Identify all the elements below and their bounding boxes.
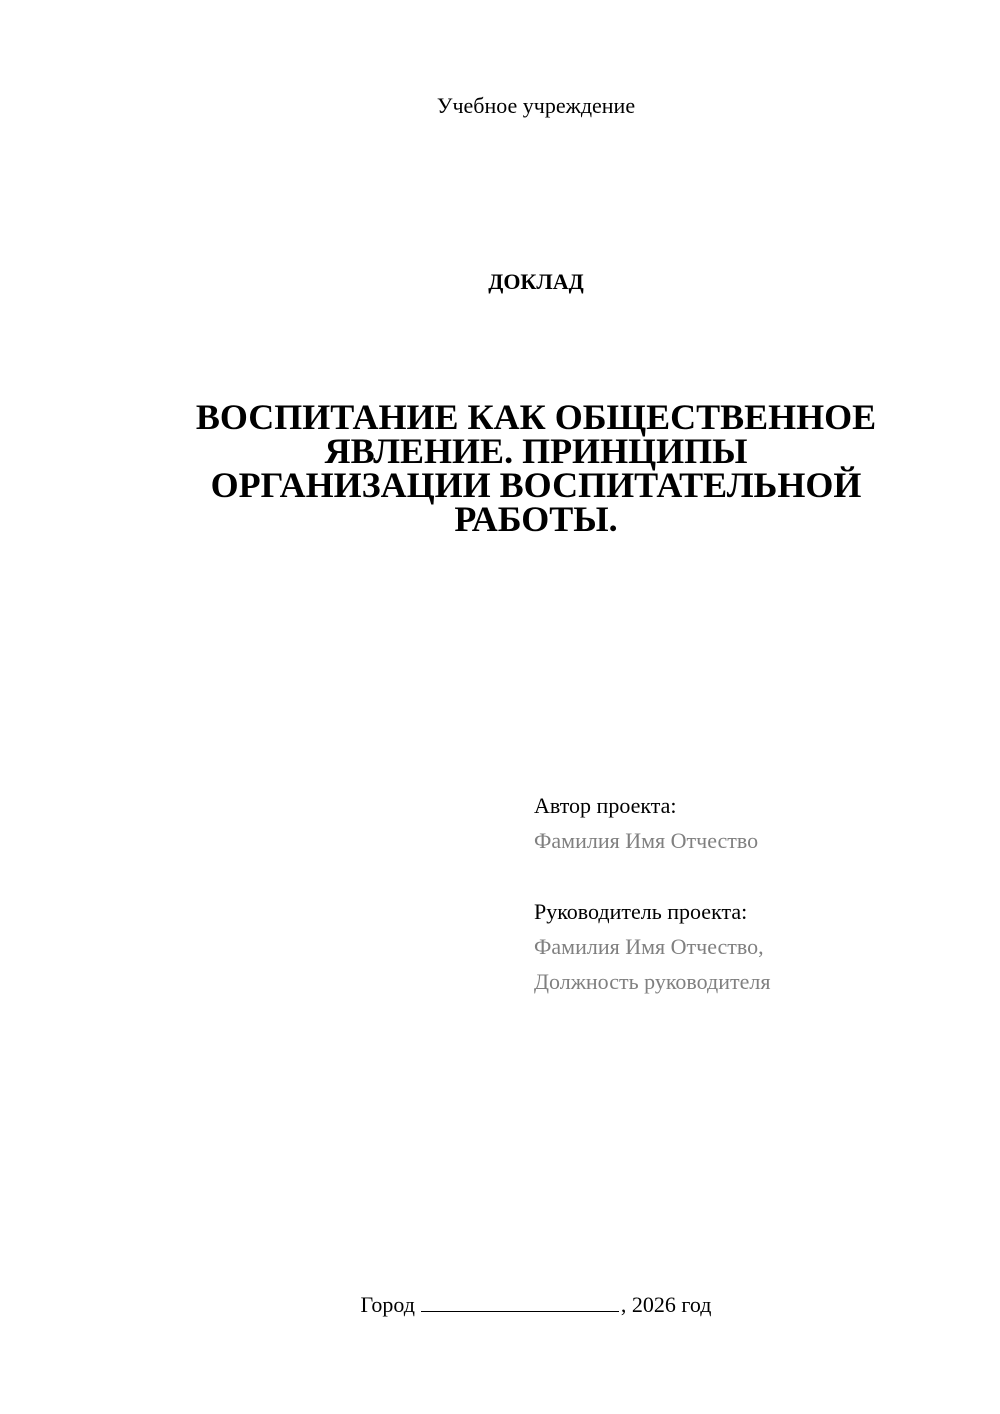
credits-block <box>534 788 974 999</box>
city-blank-line <box>421 1291 619 1312</box>
year-text: , 2026 год <box>620 1292 712 1317</box>
footer-city-year <box>0 1290 1000 1320</box>
supervisor-label: Руководитель проекта: <box>534 899 748 924</box>
author-label: Автор проекта: <box>534 793 677 818</box>
credits-spacer <box>534 858 974 894</box>
title-line: ЯВЛЕНИЕ. ПРИНЦИПЫ <box>324 431 748 471</box>
title-line: ОРГАНИЗАЦИИ ВОСПИТАТЕЛЬНОЙ <box>210 465 862 505</box>
title-line: ВОСПИТАНИЕ КАК ОБЩЕСТВЕННОЕ <box>195 397 877 437</box>
supervisor-position: Должность руководителя <box>534 969 771 994</box>
supervisor-name: Фамилия Имя Отчество, <box>534 934 764 959</box>
city-label: Город <box>360 1292 415 1317</box>
document-type: ДОКЛАД <box>488 269 584 294</box>
document-title <box>160 397 912 539</box>
author-name: Фамилия Имя Отчество <box>534 828 759 853</box>
title-line: РАБОТЫ. <box>454 499 618 539</box>
institution-name: Учебное учреждение <box>436 93 636 118</box>
